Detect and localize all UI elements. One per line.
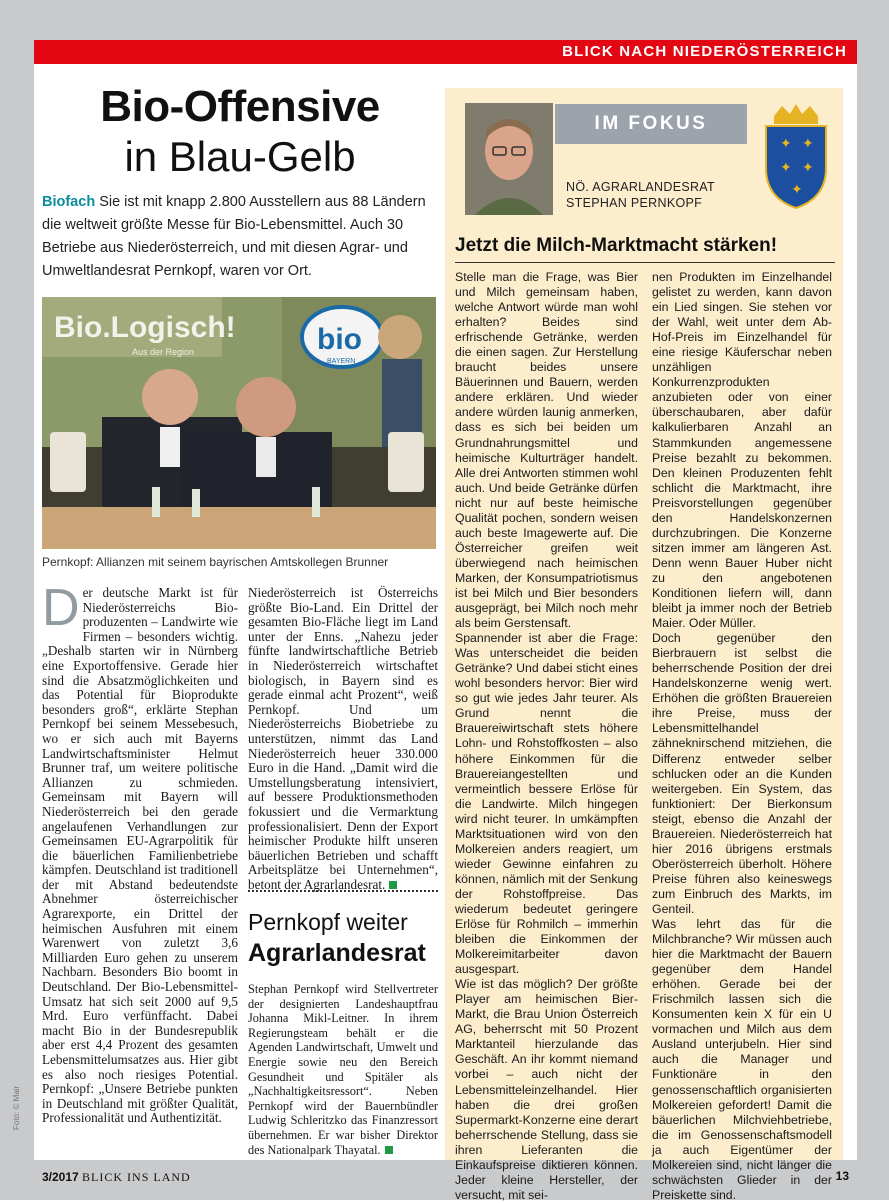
sidebar-article-text-block (248, 982, 438, 1157)
photo-credit: Foto: © Mair (12, 1085, 21, 1130)
svg-text:✦: ✦ (802, 136, 814, 152)
fokus-col1-text: Stelle man die Frage, was Bier und Milch gemeinsam haben, welche Antwort würde man wohl erhalten? Beides sind erfrischende Getränke, werden die einen sagen. Zur Herstellung braucht beides unsere Bäuerinnen und Bauern, werden andere erklären. Und wieder andere würden launig anmerken, dass es sich bei beiden um Grundnahrungsmittel und heimische Kulturträger handelt. Alle drei Antworten stimmen wohl auch. Und beide Getränke dürfen nicht nur auf beste heimische Qualität pochen, sondern weisen auch beste Imagewerte auf. Die Österreicher greifen weit überwiegend nach heimischen Marken, der Konsumpatriotismus ist bei Milch und Bier besonders ausgeprägt, bei Milch noch mehr als beim Gerstensaft. Spannender ist aber die Frage: Was unterscheidet die beiden Getränke? Und dabei sticht eines wohl besonders hervor: Bier wird so gut wie jedes Jahr teurer. Als Grund nennt die Brauereiwirtschaft stets höhere Lohn- und Rohstoffkosten – also höhere Einkommen für die Brauereiangestellten und vermeintlich bessere Erlöse für die Landwirte. Milch hingegen wird nicht teurer. In umkämpften Marktsituationen wird von den Molkereien anders reagiert, um wieder Gewinne einfahren zu können, nämlich mit der Senkung der Rohstoffpreise. Das wiederum bedeutet geringere Erlöse für Rohmilch – immerhin bleiben die Einkommen der Molkereimitarbeiter davon ausgespart. Wie ist das möglich? Der größte Player am heimischen Bier-Markt, die Brau Union Österreich AG, beherrscht mit 50 Prozent Marktanteil hierzulande das Geschäft. An ihr kommt niemand vorbei – auch nicht der Lebensmitteleinzelhandel. Hier haben die drei großen Supermarkt-Konzerne eine derart beherrschende Stellung, dass sie ihren Lieferanten die Einkaufspreise diktieren können. Jeder kleine Hersteller, der versucht, mit sei- (455, 270, 638, 1202)
page-margin-right (857, 0, 889, 1200)
fokus-column-1 (455, 270, 638, 1203)
sidebar-article-text: Stephan Pernkopf wird Stellvertreter der designierten Landeshauptfrau Johanna Mikl-Leitner. In ihrem Regierungsteam behält er die Agenden Landwirtschaft, Umwelt und Energie sowie neu den Bereich Gesundheit und Spitäler als „Nachhaltigkeitsressort“. Neben Pernkopf wird der Bauernbündler Ludwig Schleritzko das Finanzressort übernehmen. Er war bisher Direktor des Nationalpark Thayatal. (248, 982, 438, 1157)
photo-caption: Pernkopf: Allianzen mit seinem bayrischen Amtskollegen Brunner (42, 555, 389, 569)
end-mark-icon (389, 881, 397, 889)
page-margin-left (0, 0, 34, 1200)
article-lead (42, 191, 440, 283)
photo-banner-text: Bio.Logisch! (54, 311, 236, 344)
fokus-banner: IM FOKUS (555, 104, 747, 144)
svg-text:✦: ✦ (780, 160, 792, 176)
sidebar-title-line2: Agrarlandesrat (248, 939, 426, 967)
article-column-2 (248, 586, 438, 892)
svg-text:✦: ✦ (791, 182, 803, 198)
coat-of-arms-icon (760, 102, 832, 210)
photo-two-politicians (42, 297, 436, 549)
portrait-photo (465, 103, 553, 215)
lead-kicker: Biofach (42, 194, 96, 210)
photo-banner-sub: Aus der Region (132, 347, 195, 357)
fokus-divider (455, 262, 835, 263)
lead-text: Sie ist mit knapp 2.800 Ausstellern aus 88 Ländern die weltweit größte Messe für Bio-Lebensmittel. Auch 30 Betriebe aus Niederösterreich, und mit diesen Agrar- und Umweltlandesrat Pernkopf, waren vor Ort. (42, 194, 426, 279)
svg-text:✦: ✦ (802, 160, 814, 176)
page-number: 13 (835, 1169, 849, 1183)
drop-cap: D (42, 579, 80, 637)
article-column-1 (42, 579, 238, 1126)
svg-text:✦: ✦ (780, 136, 792, 152)
article-col1-text: er deutsche Markt ist für Niederösterreichs Bio-produzenten – Landwirte wie Firmen – besonders wichtig. „Deshalb starten wir in Nürnberg eine Exportoffensive. Gerade hier sind die Absatzmöglichkeiten und das Potential für Bioprodukte besonders groß“, erklärte Stephan Pernkopf bei seinem Messebesuch, wo er sich auch mit Bayerns Landwirtschaftsminister Helmut Brunner traf, um weitere politische Allianzen zu schmieden. Gemeinsam mit Bayern will Niederösterreich bei den gerade angelaufenen Verhandlungen zur Gemeinsamen EU-Agrarpolitik für die bäuerlichen Familienbetriebe kämpfen. Deutschland ist traditionell der mit Abstand bedeutendste Abnehmer österreichischer Agrarexporte, ein Drittel der heimischen Ausfuhren mit einem Warenwert von zuletzt 3,6 Milliarden Euro gehen zu unserem Nachbarn. Besonders Bio boomt in Deutschland. Der Bio-Lebensmittel-Umsatz hat sich seit 2000 auf 9,5 Mrd. Euro verfünffacht. Dabei macht Bio in der Bundesrepublik aber erst 4,4 Prozent des gesamten Lebensmittelumsatzes aus. Hier gibt es also noch riesiges Potential. Pernkopf: „Unsere Betriebe punkten in Deutschland mit größter Qualität, Professionalität und Authentizität. (42, 585, 238, 1126)
fokus-author-title: NÖ. AGRARLANDESRAT (566, 180, 715, 194)
section-title: BLICK NACH NIEDERÖSTERREICH (562, 43, 847, 60)
fokus-author-name: STEPHAN PERNKOPF (566, 196, 703, 210)
article-title-line2: in Blau-Gelb (124, 133, 356, 180)
fokus-column-2 (652, 270, 832, 1203)
issue-number: 3/2017 (42, 1170, 79, 1184)
magazine-name: BLICK INS LAND (82, 1170, 191, 1184)
article-title-line1: Bio-Offensive (100, 82, 380, 131)
sidebar-title-line1: Pernkopf weiter (248, 909, 408, 935)
portrait-image (465, 103, 553, 215)
article-photo (42, 297, 436, 549)
photo-logo-sub: BAYERN (327, 358, 356, 365)
fokus-headline: Jetzt die Milch-Marktmacht stärken! (455, 235, 778, 256)
end-mark-icon (385, 1146, 393, 1154)
fokus-col2-text: nen Produkten im Einzelhandel gelistet zu werden, kann davon ein Lied singen. Sie stehen vor der Wahl, weit unter dem Ab-Hof-Preis im Einzelhandel für eine riesige Käuferschar neben unzähligen Konkurrenzprodukten anzubieten oder von einer überschaubaren, aber dafür kalkulierbaren Anzahl an Stammkunden angemessene Preise bezahlt zu bekommen. Den kleinen Produzenten fehlt schlicht die Marktmacht, ihre Preisvorstellungen gegenüber den Handelskonzernen durchzubringen. Die Konzerne sitzen immer am längeren Ast. Denn wenn Bauer Huber nicht zu den angebotenen Konditionen liefern will, dann bleibt ja immer noch der Betrieb Maier. Oder Müller. Doch gegenüber den Bierbrauern ist selbst die beherrschende Position der drei Handelskonzerne wenig wert. Erhöhen die größten Brauereien ihre Preise, muss der Lebensmittelhandel zähneknirschend mitziehen, die Differenz entweder selber schlucken oder an die Kunden weitergeben. Ein System, das funktioniert: Der Bierkonsum steigt, ebenso die Anzahl der Brauereien. Niederösterreich hat hier 2016 übrigens erstmals Oberösterreich überholt. Höhere Preise führen also keineswegs zum Einbruch des Markts, im Genteil. Was lehrt das für die Milchbranche? Wir müssen auch hier die Marktmacht der Bauern gegenüber dem Handel erhöhen. Gerade bei der Frischmilch lassen sich die Konsumenten kein X für ein U vormachen und Milch aus dem Ausland unterjubeln. Hier sind auch die Manager und Funktionäre in den genossenschaftlich organisierten Molkereien gefordert! Damit die bäuerlichen Milchviehbetriebe, die im Genossenschaftsmodell ja auch Eigentümer der Molkereien sind, nicht länger die schwächsten Glieder in der Preiskette sind. (652, 270, 832, 1202)
article-col2-text: Niederösterreich ist Österreichs größte Bio-Land. Ein Drittel der gesamten Bio-Fläche liegt im Land unter der Enns. „Nahezu jeder fünfte landwirtschaftliche Betrieb in Niederösterreich wirtschaftet biologisch, in Bayern sind es gerade einmal acht Prozent“, weiß Pernkopf. Und um Niederösterreichs Biobetriebe zu unterstützen, nimmt das Land Niederösterreich heuer 330.000 Euro in die Hand. „Damit wird die Umstellungsberatung intensiviert, auf bessere Produktionsmethoden fokussiert und die Vermarktung professionalisiert. Denn der Export heimischer Produkte hilft unseren bäuerlichen Betrieben und schafft Arbeitsplätze bei Unternehmen“, betont der Agrarlandesrat. (248, 585, 438, 892)
section-header-bar (34, 40, 857, 64)
page-margin-top (0, 0, 889, 40)
photo-logo-text: bio (317, 323, 362, 356)
divider (248, 890, 438, 892)
footer-issue (42, 1170, 191, 1185)
